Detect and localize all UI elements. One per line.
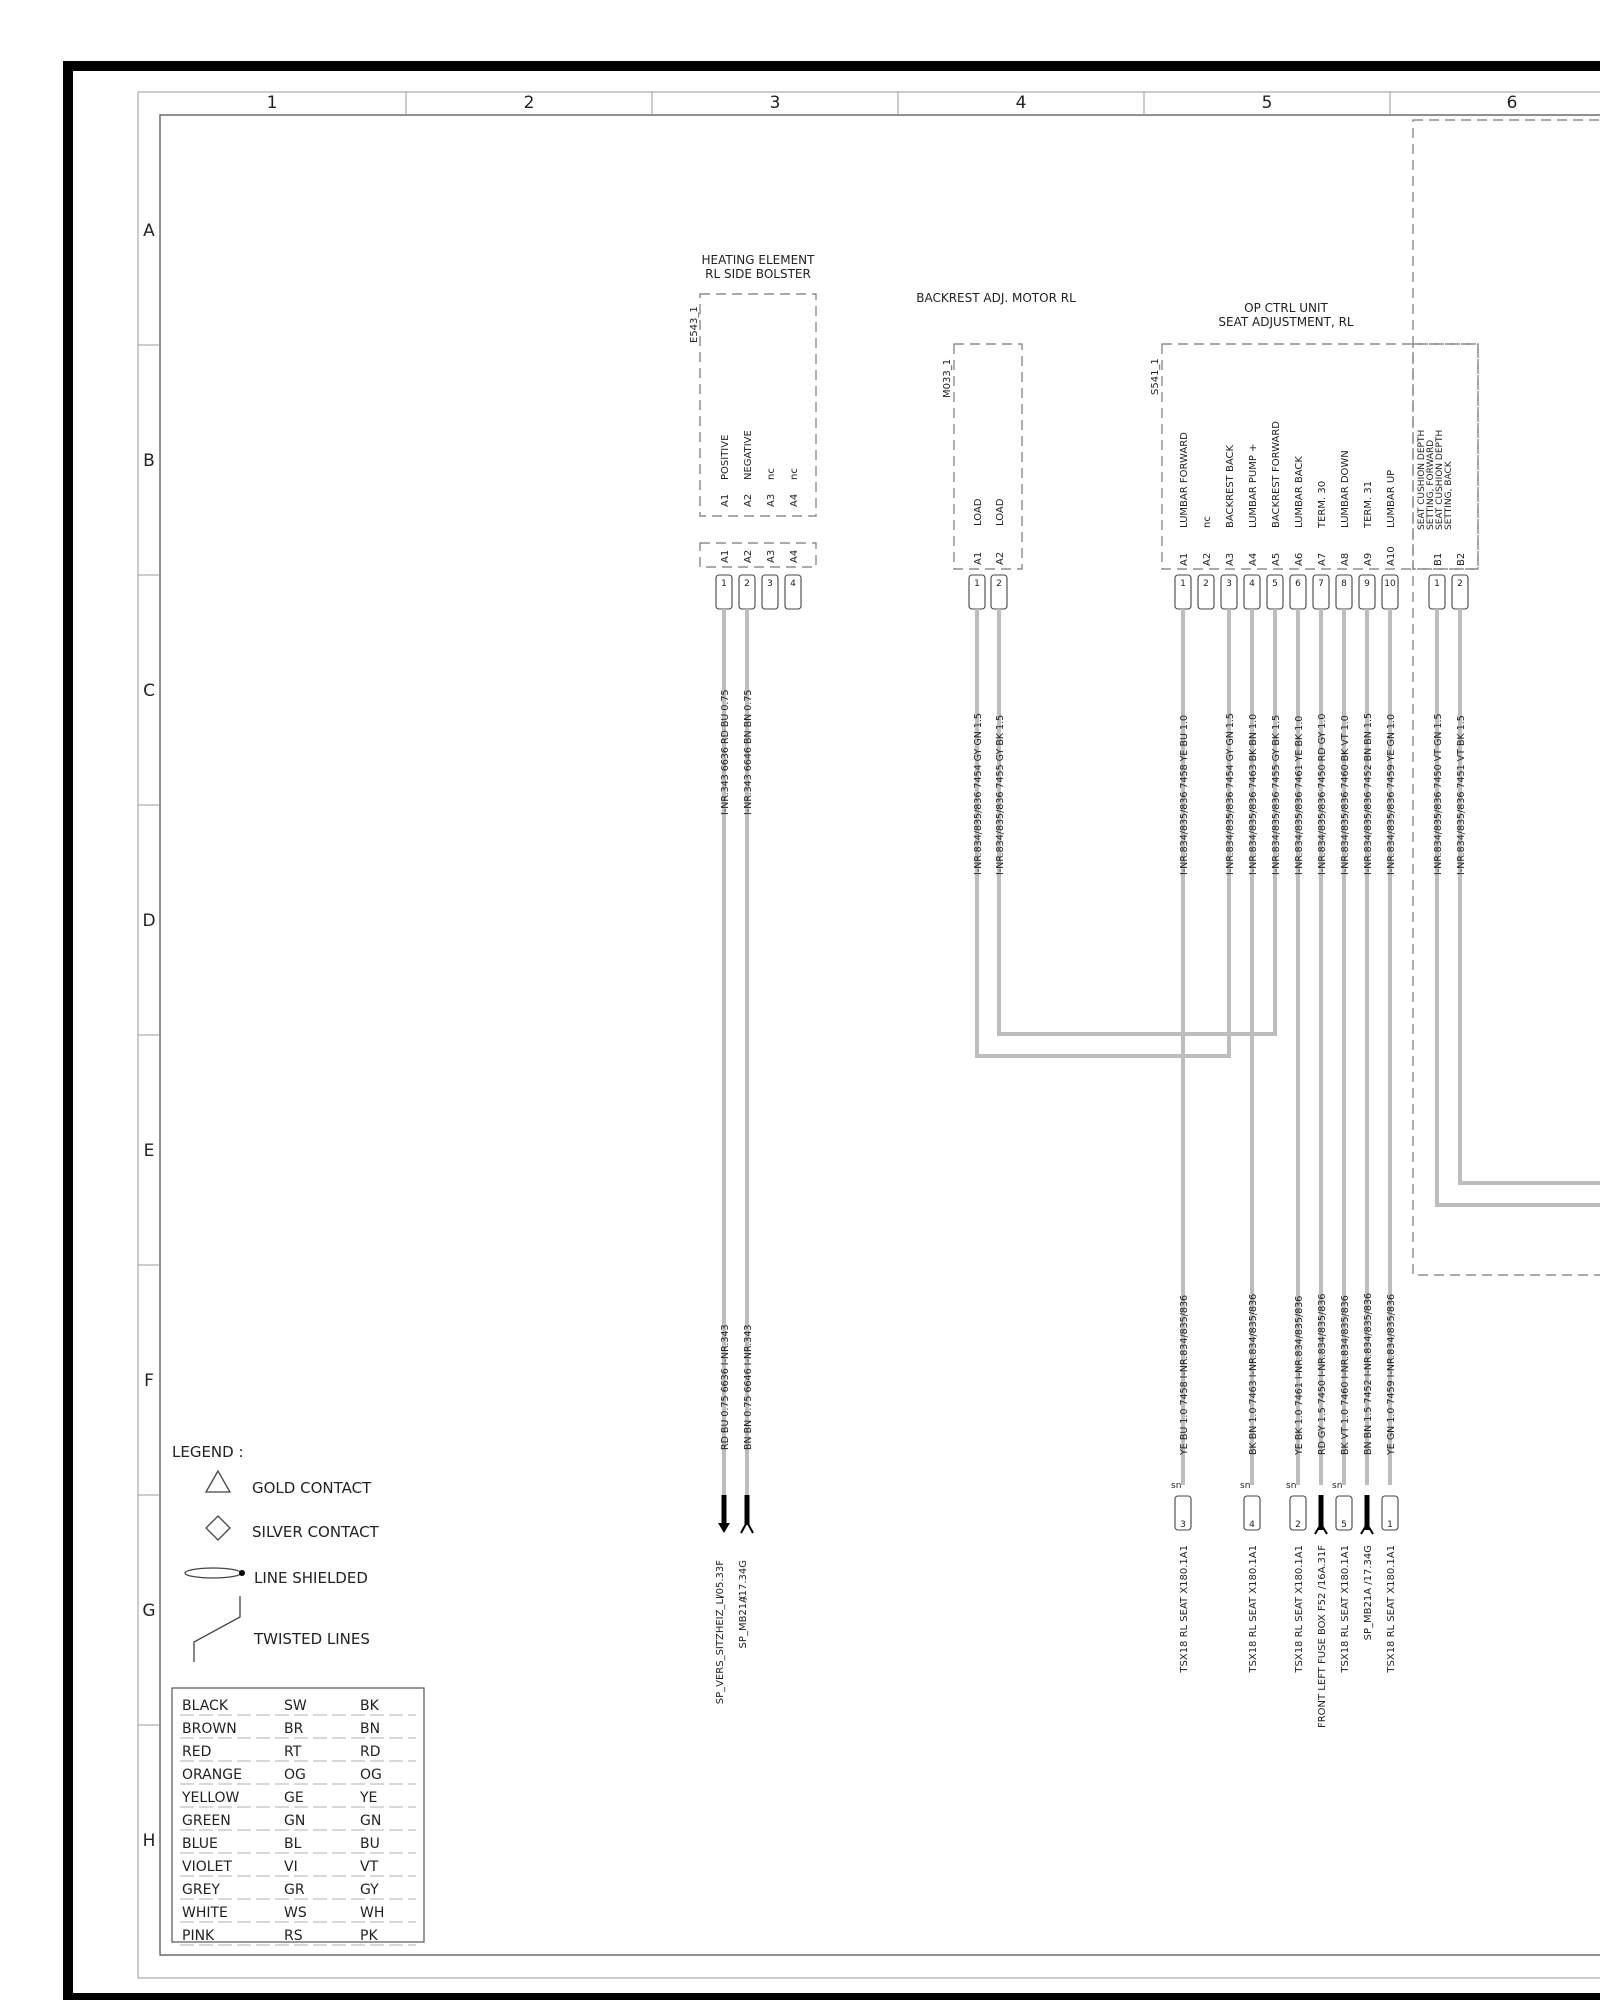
motor-pin-terminal bbox=[969, 575, 985, 609]
heating-box bbox=[700, 294, 816, 516]
pin-terminal-number: 4 bbox=[1249, 579, 1255, 589]
ctrl-pin-label: BACKREST FORWARD bbox=[1271, 421, 1282, 528]
row-label: E bbox=[143, 1141, 155, 1161]
ctrl-wire-top-label: I-NR.834/835/836 7460 BK VT 1.0 bbox=[1340, 715, 1351, 875]
pin-terminal-number: 1 bbox=[721, 579, 727, 589]
color-code-de: GN bbox=[284, 1813, 306, 1829]
pin-terminal-number: 5 bbox=[1272, 579, 1278, 589]
heating-pin-terminal bbox=[785, 575, 801, 609]
pin-terminal-number: 1 bbox=[1434, 579, 1440, 589]
ctrl-wire-top-label: I-NR.834/835/836 7454 GY GN 1.5 bbox=[1225, 713, 1236, 875]
ctrl-pin-label: LUMBAR BACK bbox=[1294, 456, 1305, 528]
arrow-down-icon bbox=[718, 1523, 730, 1533]
motor-wire-7454 bbox=[977, 609, 1229, 1056]
color-name: BLACK bbox=[182, 1698, 229, 1714]
heating-pin-id: A3 bbox=[766, 493, 777, 507]
wires bbox=[720, 609, 1600, 1495]
color-code-en: GY bbox=[360, 1882, 379, 1898]
color-name: WHITE bbox=[182, 1905, 228, 1921]
heating-pin-id: A2 bbox=[743, 493, 754, 507]
ctrl-wire-bottom-label: RD GY 1.5 7450 I-NR.834/835/836 bbox=[1317, 1293, 1328, 1455]
heating-wire-bottom-label: RD BU 0.75 6636 I-NR.343 bbox=[720, 1324, 731, 1450]
seat-cushion-label-line: SEAT CUSHION DEPTH bbox=[1435, 429, 1445, 530]
ctrl-wire-bottom-label: YE BK 1.0 7461 I-NR.834/835/836 bbox=[1294, 1295, 1305, 1455]
color-name: BROWN bbox=[182, 1721, 237, 1737]
color-code-en: BU bbox=[360, 1836, 380, 1852]
cushion-wire-top-label: I-NR.834/835/836 7451 VT BK 1.5 bbox=[1456, 715, 1467, 875]
color-code-en: YE bbox=[360, 1790, 378, 1806]
seat-cushion-pin-terminal bbox=[1452, 575, 1468, 609]
legend bbox=[172, 1443, 424, 1945]
pin-terminal-number: 3 bbox=[1226, 579, 1232, 589]
color-name: GREEN bbox=[182, 1813, 231, 1829]
color-code-en: OG bbox=[360, 1767, 382, 1783]
color-code-de: WS bbox=[284, 1905, 307, 1921]
row-label: G bbox=[142, 1601, 156, 1621]
ctrl-pin-id: A7 bbox=[1317, 552, 1328, 566]
heating-ref: E543_1 bbox=[689, 306, 700, 343]
motor-wire-top-label: I-NR.834/835/836 7455 GY BK 1.5 bbox=[995, 714, 1006, 875]
ctrl-destination: TSX18 RL SEAT X180.1A1 bbox=[1179, 1545, 1190, 1673]
row-label: F bbox=[144, 1371, 154, 1391]
color-code-en: BN bbox=[360, 1721, 381, 1737]
color-code-de: BR bbox=[284, 1721, 304, 1737]
color-code-de: BL bbox=[284, 1836, 302, 1852]
legend-gold-contact: GOLD CONTACT bbox=[252, 1479, 372, 1497]
ctrl-wire-top-label: I-NR.834/835/836 7463 BK BN 1.0 bbox=[1248, 713, 1259, 875]
row-label: B bbox=[143, 451, 155, 471]
ctrl-wire-bottom-label: BK VT 1.0 7460 I-NR.834/835/836 bbox=[1340, 1295, 1351, 1455]
color-code-de: VI bbox=[284, 1859, 298, 1875]
color-table bbox=[180, 1698, 416, 1945]
column-label: 5 bbox=[1261, 93, 1273, 113]
column-label: 4 bbox=[1015, 93, 1027, 113]
sn-label: sn bbox=[1286, 1481, 1297, 1491]
ctrl-wire-top-label: I-NR.834/835/836 7455 GY BK 1.5 bbox=[1271, 714, 1282, 875]
pin-terminal-number: 2 bbox=[744, 579, 750, 589]
grid-frame bbox=[138, 92, 1600, 1978]
color-code-en: GN bbox=[360, 1813, 382, 1829]
ctrl-wire-bottom-label: BK BN 1.0 7463 I-NR.834/835/836 bbox=[1248, 1293, 1259, 1455]
color-code-de: RT bbox=[284, 1744, 302, 1760]
ctrl-pin-id: A8 bbox=[1340, 552, 1351, 566]
ctrl-wire-top-label: I-NR.834/835/836 7459 YE GN 1.0 bbox=[1386, 713, 1397, 875]
color-name: BLUE bbox=[182, 1836, 218, 1852]
heating-pin-terminal bbox=[762, 575, 778, 609]
seat-cushion-label-line: SEAT CUSHION DEPTH bbox=[1417, 429, 1427, 530]
heating-title-1: HEATING ELEMENT bbox=[701, 253, 815, 267]
legend-line-shielded: LINE SHIELDED bbox=[254, 1569, 368, 1587]
ctrl-pin-terminal bbox=[1382, 575, 1398, 609]
seat-cushion-pin-id: B1 bbox=[1433, 552, 1444, 566]
ctrl-destination: TSX18 RL SEAT X180.1A1 bbox=[1248, 1545, 1259, 1673]
ctrl-pin-id: A9 bbox=[1363, 552, 1374, 566]
column-label: 3 bbox=[769, 93, 781, 113]
color-code-en: PK bbox=[360, 1928, 378, 1944]
pin-terminal-number: 9 bbox=[1364, 579, 1370, 589]
ctrl-title-1: OP CTRL UNIT bbox=[1244, 301, 1328, 315]
seat-cushion-pin-id: B2 bbox=[1456, 552, 1467, 566]
ctrl-pin-terminal bbox=[1198, 575, 1214, 609]
ctrl-pin-label: TERM. 30 bbox=[1317, 480, 1328, 528]
heating-destination-name: SP_VERS_SITZHEIZ_LI bbox=[715, 1596, 726, 1705]
color-code-en: RD bbox=[360, 1744, 381, 1760]
heating-wire-top-label: I-NR.343 6636 RD BU 0.75 bbox=[720, 689, 731, 815]
color-code-de: OG bbox=[284, 1767, 306, 1783]
shielded-line-icon bbox=[185, 1568, 241, 1578]
ctrl-wire-top-label: I-NR.834/835/836 7458 YE BU 1.0 bbox=[1179, 714, 1190, 875]
motor-box bbox=[954, 344, 1022, 569]
ctrl-pin-label: BACKREST BACK bbox=[1225, 444, 1236, 528]
heating-destination-name: SP_MB21A bbox=[738, 1596, 749, 1649]
ctrl-destination: FRONT LEFT FUSE BOX F52 /16A.31F bbox=[1317, 1545, 1328, 1729]
pin-terminal-number: 10 bbox=[1384, 579, 1396, 589]
heating-pin-label: NEGATIVE bbox=[743, 430, 754, 480]
motor-wire-top-label: I-NR.834/835/836 7454 GY GN 1.5 bbox=[973, 713, 984, 875]
gold-contact-icon bbox=[206, 1471, 230, 1492]
ctrl-pin-terminal bbox=[1290, 575, 1306, 609]
ctrl-pin-terminal bbox=[1244, 575, 1260, 609]
ctrl-pin-id: A4 bbox=[1248, 552, 1259, 566]
color-code-de: GE bbox=[284, 1790, 304, 1806]
ctrl-pins bbox=[1175, 421, 1398, 609]
color-code-en: WH bbox=[360, 1905, 385, 1921]
heating-pins bbox=[716, 430, 801, 609]
ctrl-pin-terminal bbox=[1313, 575, 1329, 609]
pin-terminal-number: 2 bbox=[996, 579, 1002, 589]
ctrl-pin-id: A10 bbox=[1386, 546, 1397, 566]
ctrl-wire-bottom-label: YE BU 1.0 7458 I-NR.834/835/836 bbox=[1179, 1294, 1190, 1455]
color-name: VIOLET bbox=[182, 1859, 232, 1875]
seat-cushion-region-box bbox=[1413, 120, 1600, 1275]
motor-title: BACKREST ADJ. MOTOR RL bbox=[916, 291, 1076, 305]
ctrl-pin-label: nc bbox=[1202, 516, 1213, 528]
termination-number: 5 bbox=[1341, 1520, 1347, 1530]
silver-contact-icon bbox=[206, 1516, 230, 1540]
ctrl-pin-id: A5 bbox=[1271, 552, 1282, 566]
heating-pin-strip-id: A3 bbox=[766, 549, 777, 563]
motor-ref: M033_1 bbox=[942, 358, 953, 398]
ctrl-pin-label: LUMBAR PUMP + bbox=[1248, 443, 1259, 528]
heating-destination-ref: /17.34G bbox=[738, 1560, 749, 1600]
terminations bbox=[715, 1481, 1398, 1728]
color-name: GREY bbox=[182, 1882, 220, 1898]
column-label: 2 bbox=[523, 93, 535, 113]
pin-terminal-number: 2 bbox=[1203, 579, 1209, 589]
pin-terminal-number: 1 bbox=[1180, 579, 1186, 589]
row-label: D bbox=[142, 911, 156, 931]
pin-terminal-number: 2 bbox=[1457, 579, 1463, 589]
heating-pin-label: nc bbox=[789, 468, 800, 480]
seat-cushion-region bbox=[1413, 120, 1600, 1275]
motor-pin-id: A1 bbox=[973, 551, 984, 565]
pin-terminal-number: 4 bbox=[790, 579, 796, 589]
cushion-wire-top-label: I-NR.834/835/836 7450 VT GN 1.5 bbox=[1433, 713, 1444, 875]
pin-terminal-number: 7 bbox=[1318, 579, 1324, 589]
ctrl-wire-top-label: I-NR.834/835/836 7452 BN BN 1.5 bbox=[1363, 712, 1374, 875]
heating-pin-label: nc bbox=[766, 468, 777, 480]
color-code-en: VT bbox=[360, 1859, 379, 1875]
legend-title: LEGEND : bbox=[172, 1443, 244, 1461]
color-code-de: SW bbox=[284, 1698, 307, 1714]
heating-destination-ref: /05.33F bbox=[715, 1560, 726, 1598]
pin-terminal-number: 8 bbox=[1341, 579, 1347, 589]
color-name: RED bbox=[182, 1744, 212, 1760]
heating-pin-terminal bbox=[739, 575, 755, 609]
drawing-frame bbox=[160, 115, 1600, 1955]
pin-terminal-number: 6 bbox=[1295, 579, 1301, 589]
motor-pin-terminal bbox=[991, 575, 1007, 609]
heating-element bbox=[689, 253, 816, 609]
ctrl-wire-bottom-label: BN BN 1.5 7452 I-NR.834/835/836 bbox=[1363, 1292, 1374, 1455]
ctrl-pin-id: A2 bbox=[1202, 552, 1213, 566]
color-code-de: RS bbox=[284, 1928, 303, 1944]
ctrl-pin-id: A1 bbox=[1179, 552, 1190, 566]
ctrl-destination: TSX18 RL SEAT X180.1A1 bbox=[1386, 1545, 1397, 1673]
ctrl-pin-terminal bbox=[1359, 575, 1375, 609]
motor-pin-label: LOAD bbox=[973, 498, 984, 526]
ctrl-pin-terminal bbox=[1175, 575, 1191, 609]
heating-pin-id: A4 bbox=[789, 493, 800, 507]
seat-cushion-pin-terminal bbox=[1429, 575, 1445, 609]
color-code-en: BK bbox=[360, 1698, 379, 1714]
motor-pin-id: A2 bbox=[995, 551, 1006, 565]
heating-pin-strip-id: A1 bbox=[720, 549, 731, 563]
ctrl-pin-label: TERM. 31 bbox=[1363, 480, 1374, 528]
ctrl-wire-bottom-label: YE GN 1.0 7459 I-NR.834/835/836 bbox=[1386, 1293, 1397, 1455]
ctrl-title-2: SEAT ADJUSTMENT, RL bbox=[1218, 315, 1354, 329]
heating-wire-top-label: I-NR.343 6646 BN BN 0.75 bbox=[743, 689, 754, 815]
ctrl-pin-terminal bbox=[1336, 575, 1352, 609]
color-name: PINK bbox=[182, 1928, 215, 1944]
ctrl-pin-id: A3 bbox=[1225, 552, 1236, 566]
ctrl-pin-terminal bbox=[1267, 575, 1283, 609]
ctrl-destination: TSX18 RL SEAT X180.1A1 bbox=[1294, 1545, 1305, 1673]
heating-pin-label: POSITIVE bbox=[720, 434, 731, 480]
termination-number: 4 bbox=[1249, 1520, 1255, 1530]
row-label: H bbox=[142, 1831, 156, 1851]
heating-pin-terminal bbox=[716, 575, 732, 609]
heating-pin-strip-id: A2 bbox=[743, 549, 754, 563]
color-name: ORANGE bbox=[182, 1767, 242, 1783]
twisted-lines-icon bbox=[194, 1596, 240, 1662]
column-label: 6 bbox=[1506, 93, 1518, 113]
legend-twisted-lines: TWISTED LINES bbox=[254, 1630, 370, 1648]
shielded-line-dot-icon bbox=[239, 1570, 245, 1576]
ctrl-pin-label: LUMBAR UP bbox=[1386, 469, 1397, 528]
grid-labels bbox=[142, 93, 1517, 1851]
ctrl-destination: SP_MB21A /17.34G bbox=[1363, 1545, 1374, 1641]
pin-terminal-number: 1 bbox=[974, 579, 980, 589]
ctrl-pin-label: LUMBAR DOWN bbox=[1340, 450, 1351, 528]
row-label: C bbox=[143, 681, 155, 701]
ctrl-wire-top-label: I-NR.834/835/836 7461 YE BK 1.0 bbox=[1294, 715, 1305, 875]
ctrl-pin-id: A6 bbox=[1294, 552, 1305, 566]
heating-pin-strip-id: A4 bbox=[789, 549, 800, 563]
color-code-de: GR bbox=[284, 1882, 305, 1898]
arrow-up-icon bbox=[741, 1522, 753, 1533]
motor-pin-label: LOAD bbox=[995, 498, 1006, 526]
ctrl-pin-label: LUMBAR FORWARD bbox=[1179, 432, 1190, 528]
color-name: YELLOW bbox=[182, 1790, 240, 1806]
legend-silver-contact: SILVER CONTACT bbox=[252, 1523, 379, 1541]
row-label: A bbox=[143, 221, 155, 241]
cushion-wire-7451 bbox=[1460, 609, 1600, 1183]
termination-number: 1 bbox=[1387, 1520, 1393, 1530]
termination-number: 3 bbox=[1180, 1520, 1186, 1530]
pin-terminal-number: 3 bbox=[767, 579, 773, 589]
ctrl-pin-terminal bbox=[1221, 575, 1237, 609]
ctrl-destination: TSX18 RL SEAT X180.1A1 bbox=[1340, 1545, 1351, 1673]
heating-title-2: RL SIDE BOLSTER bbox=[705, 267, 811, 281]
heating-pin-id: A1 bbox=[720, 493, 731, 507]
column-label: 1 bbox=[266, 93, 278, 113]
seat-cushion-label-line: SETTING, BACK bbox=[1444, 461, 1454, 530]
heating-wire-bottom-label: BN BN 0.75 6646 I-NR.343 bbox=[743, 1324, 754, 1450]
sn-label: sn bbox=[1171, 1481, 1182, 1491]
ctrl-ref: S541_1 bbox=[1150, 358, 1161, 395]
ctrl-wire-top-label: I-NR.834/835/836 7450 RD GY 1.0 bbox=[1317, 713, 1328, 875]
sn-label: sn bbox=[1240, 1481, 1251, 1491]
motor-pins bbox=[969, 498, 1007, 609]
seat-cushion-label-line: SETTING, FORWARD bbox=[1426, 439, 1436, 530]
sn-label: sn bbox=[1332, 1481, 1343, 1491]
backrest-motor bbox=[916, 291, 1076, 609]
termination-number: 2 bbox=[1295, 1520, 1301, 1530]
